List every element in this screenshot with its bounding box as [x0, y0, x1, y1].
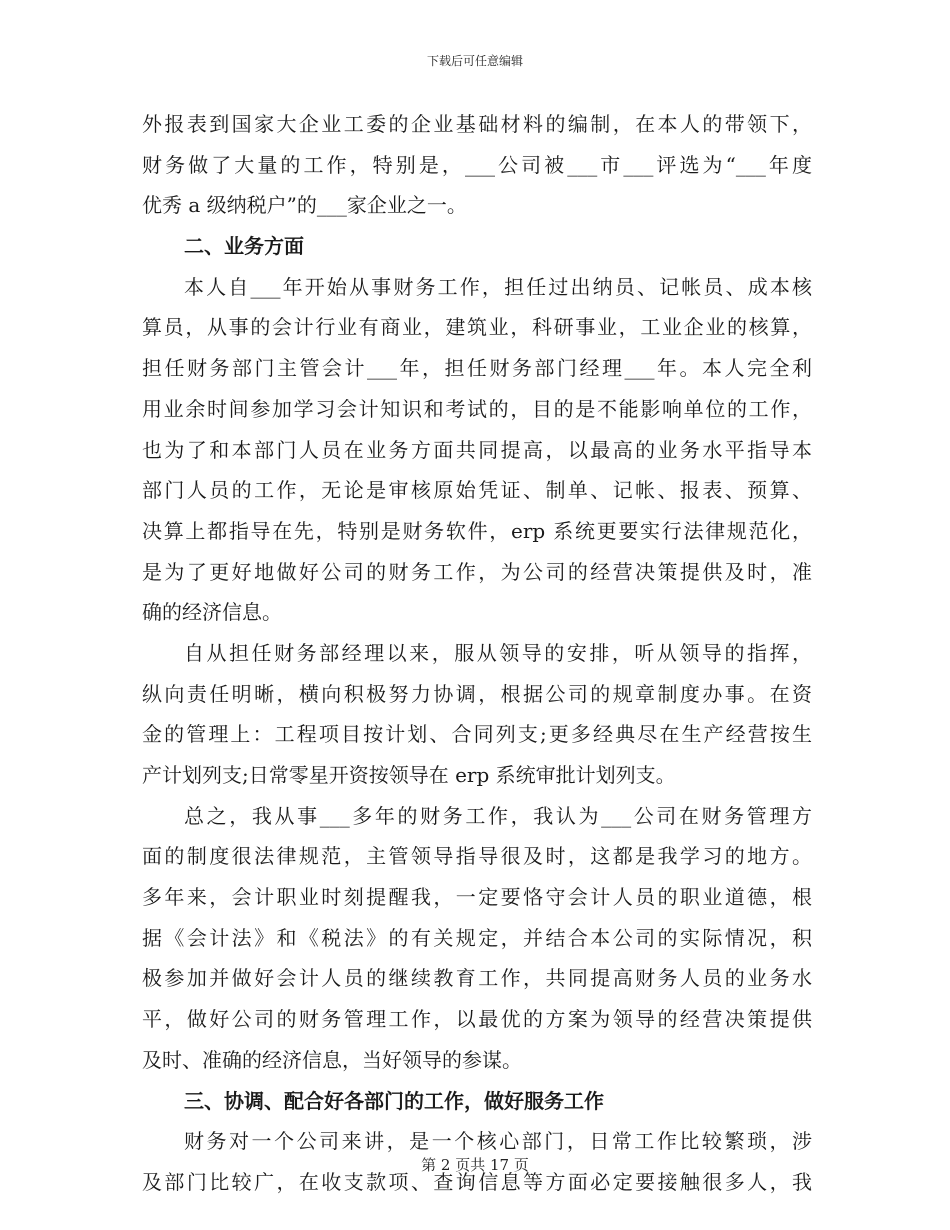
text-line: 产计划列支;日常零星开资按领导在 erp 系统审批计划列支。 [142, 763, 676, 787]
text-line: 确的经济信息。 [142, 600, 282, 625]
text-line: 优秀 a 级纳税户”的___家企业之一。 [142, 193, 467, 218]
text-line: 面的制度很法律规范，主管领导指导很及时，这都是我学习的地方。 [142, 844, 812, 869]
text-line: 是为了更好地做好公司的财务工作，为公司的经营决策提供及时，准 [142, 559, 812, 584]
section-heading: 二、业务方面 [184, 234, 304, 259]
text-line: 据《会计法》和《税法》的有关规定，并结合本公司的实际情况，积 [142, 925, 812, 950]
text-line: 平，做好公司的财务管理工作，以最优的方案为领导的经营决策提供 [142, 1007, 812, 1032]
text-line: 及时、准确的经济信息，当好领导的参谋。 [142, 1047, 522, 1072]
text-line: 金的管理上：工程项目按计划、合同列支;更多经典尽在生产经营按生 [142, 722, 812, 747]
document-body [142, 104, 812, 1203]
page-header: 下载后可任意编辑 [426, 54, 523, 68]
text-line: 多年来，会计职业时刻提醒我，一定要恪守会计人员的职业道德，根 [142, 885, 812, 910]
text-line: 部门人员的工作，无论是审核原始凭证、制单、记帐、报表、预算、 [142, 478, 812, 503]
text-line: 担任财务部门主管会计___年，担任财务部门经理___年。本人完全利 [142, 356, 812, 381]
text-line: 财务对一个公司来讲，是一个核心部门，日常工作比较繁琐，涉 [184, 1129, 812, 1154]
text-line: 决算上都指导在先，特别是财务软件，erp 系统更要实行法律规范化， [142, 518, 812, 543]
text-line: 用业余时间参加学习会计知识和考试的，目的是不能影响单位的工作， [142, 396, 812, 421]
text-line: 总之，我从事___多年的财务工作，我认为___公司在财务管理方 [184, 803, 812, 828]
text-line: 极参加并做好会计人员的继续教育工作，共同提高财务人员的业务水 [142, 966, 812, 991]
text-line: 财务做了大量的工作，特别是，___公司被___市___评选为“___年度 [142, 152, 812, 177]
page-footer: 第 2 页共 17 页 [421, 1156, 529, 1174]
text-line: 本人自___年开始从事财务工作，担任过出纳员、记帐员、成本核 [184, 274, 812, 299]
text-line: 自从担任财务部经理以来，服从领导的安排，听从领导的指挥， [184, 640, 812, 665]
text-line: 外报表到国家大企业工委的企业基础材料的编制，在本人的带领下， [142, 112, 812, 136]
text-line: 纵向责任明晰，横向积极努力协调，根据公司的规章制度办事。在资 [142, 681, 812, 706]
section-heading: 三、协调、配合好各部门的工作，做好服务工作 [184, 1088, 604, 1113]
text-line: 及部门比较广，在收支款项、查询信息等方面必定要接触很多人，我 [142, 1169, 812, 1194]
text-line: 也为了和本部门人员在业务方面共同提高，以最高的业务水平指导本 [142, 437, 812, 462]
text-line: 算员，从事的会计行业有商业，建筑业，科研事业，工业企业的核算， [142, 315, 812, 340]
